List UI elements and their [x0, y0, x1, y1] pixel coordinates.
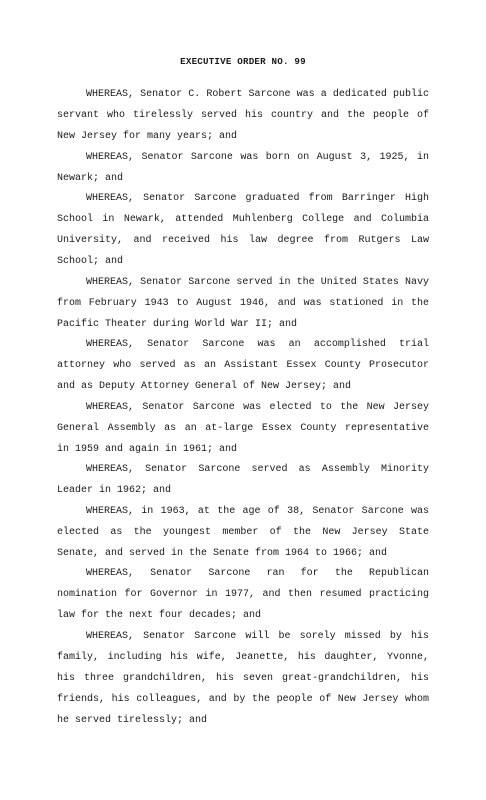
whereas-paragraph-8: WHEREAS, in 1963, at the age of 38, Senator Sarcone was elected as the youngest member of the New Jersey State Senate, and served in the Senate from 1964 to 1966; and [57, 505, 429, 559]
whereas-paragraph-7: WHEREAS, Senator Sarcone served as Assembly Minority Leader in 1962; and [57, 464, 429, 496]
document-title: EXECUTIVE ORDER NO. 99 [180, 56, 306, 67]
whereas-paragraph-1: WHEREAS, Senator C. Robert Sarcone was a dedicated public servant who tirelessly served his country and the people of New Jersey for many years; and [57, 89, 429, 142]
whereas-paragraph-5: WHEREAS, Senator Sarcone was an accomplished trial attorney who served as an Assistant Essex County Prosecutor and as Deputy Attorney General of New Jersey; and [57, 339, 429, 392]
whereas-paragraph-6: WHEREAS, Senator Sarcone was elected to the New Jersey General Assembly as an at-large Essex County representative in 1959 and again in 1961; and [57, 401, 429, 455]
whereas-paragraph-9: WHEREAS, Senator Sarcone ran for the Republican nomination for Governor in 1977, and then resumed practicing law for the next four decades; and [57, 568, 429, 621]
document-page [57, 53, 429, 730]
whereas-paragraph-4: WHEREAS, Senator Sarcone served in the United States Navy from February 1943 to August 1946, and was stationed in the Pacific Theater during World War II; and [57, 276, 429, 330]
whereas-paragraph-3: WHEREAS, Senator Sarcone graduated from Barringer High School in Newark, attended Muhlenberg College and Columbia University, and received his law degree from Rutgers Law School; and [57, 193, 429, 267]
whereas-paragraph-10: WHEREAS, Senator Sarcone will be sorely missed by his family, including his wife, Jeanette, his daughter, Yvonne, his three grandchildren, his seven great-grandchildren, his friends, his colleagues, and by the people of New Jersey whom he served tirelessly; and [57, 630, 429, 726]
whereas-paragraph-2: WHEREAS, Senator Sarcone was born on August 3, 1925, in Newark; and [57, 151, 429, 184]
